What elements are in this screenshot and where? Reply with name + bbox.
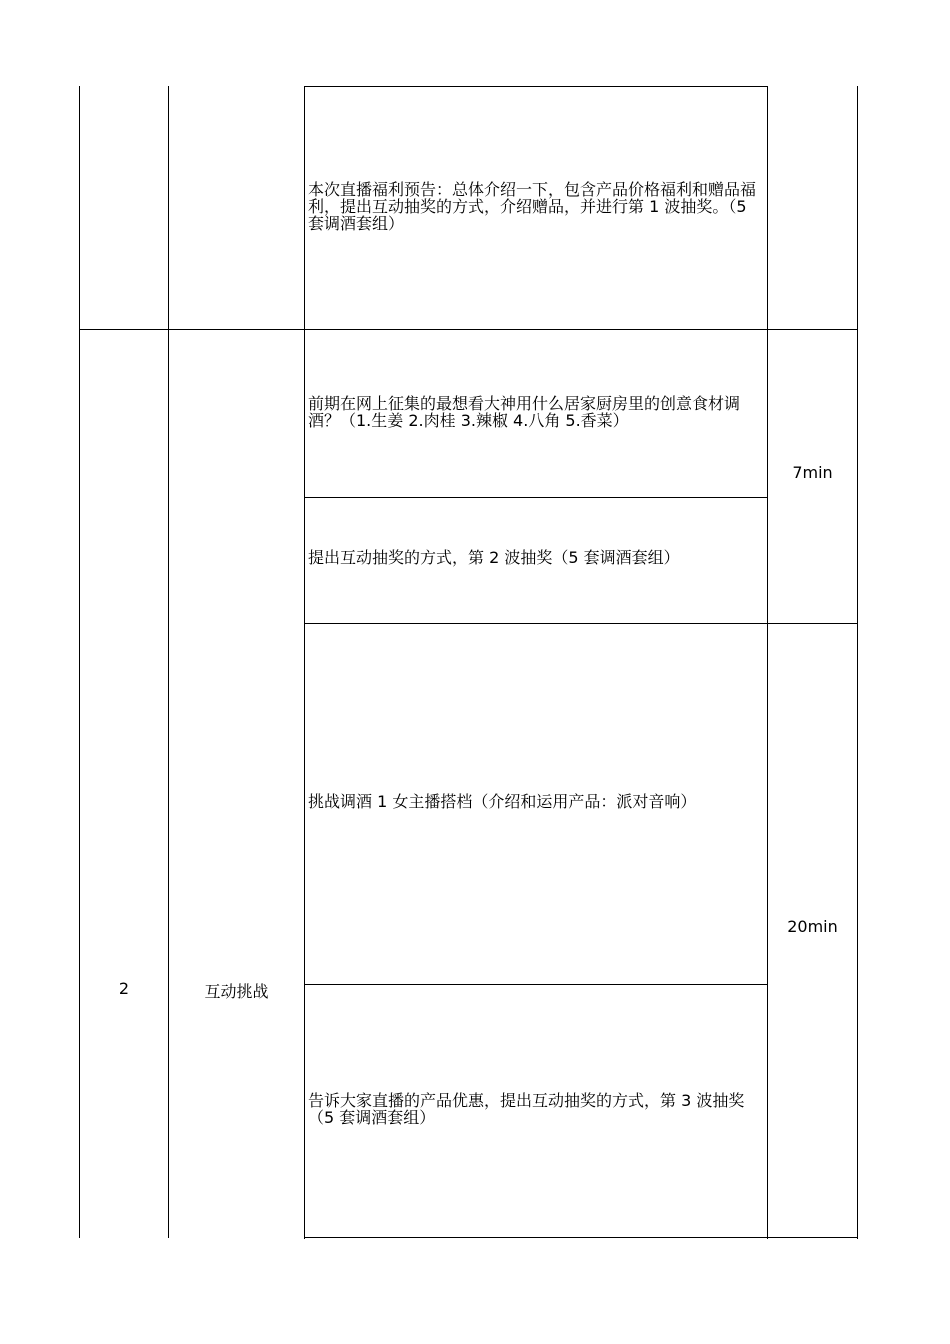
row-border-top-content: [304, 86, 768, 87]
row-border-item-3: [304, 623, 858, 624]
col-border-right: [857, 86, 858, 1239]
col-border-content: [767, 86, 768, 1239]
row-border-section-2: [79, 329, 858, 330]
content-cell-ingredient-poll: 前期在网上征集的最想看大神用什么居家厨房里的创意食材调酒？（1.生姜 2.肉桂 3.辣椒 4.八角 5.香菜）: [308, 394, 741, 430]
col-border-left: [79, 86, 80, 1238]
row-border-item-4: [304, 984, 768, 985]
content-cell-lottery-2: 提出互动抽奖的方式，第 2 波抽奖（5 套调酒套组）: [308, 548, 680, 567]
duration-20min: 20min: [787, 917, 838, 936]
content-cell-lottery-3: 告诉大家直播的产品优惠，提出互动抽奖的方式，第 3 波抽奖（5 套调酒套组）: [308, 1091, 745, 1127]
duration-7min: 7min: [792, 463, 833, 482]
content-cell-challenge-1: 挑战调酒 1 女主播搭档（介绍和运用产品：派对音响）: [308, 792, 697, 811]
phase-label: 互动挑战: [204, 982, 269, 1001]
col-border-number: [168, 86, 169, 1238]
col-border-phase: [304, 86, 305, 1239]
row-border-bottom: [304, 1237, 858, 1238]
row-border-item-2: [304, 497, 768, 498]
content-cell-welfare-preview: 本次直播福利预告：总体介绍一下，包含产品价格福利和赠品福利，提出互动抽奖的方式，介绍赠品，并进行第 1 波抽奖。（5 套调酒套组）: [308, 180, 757, 233]
row-number: 2: [118, 979, 130, 998]
